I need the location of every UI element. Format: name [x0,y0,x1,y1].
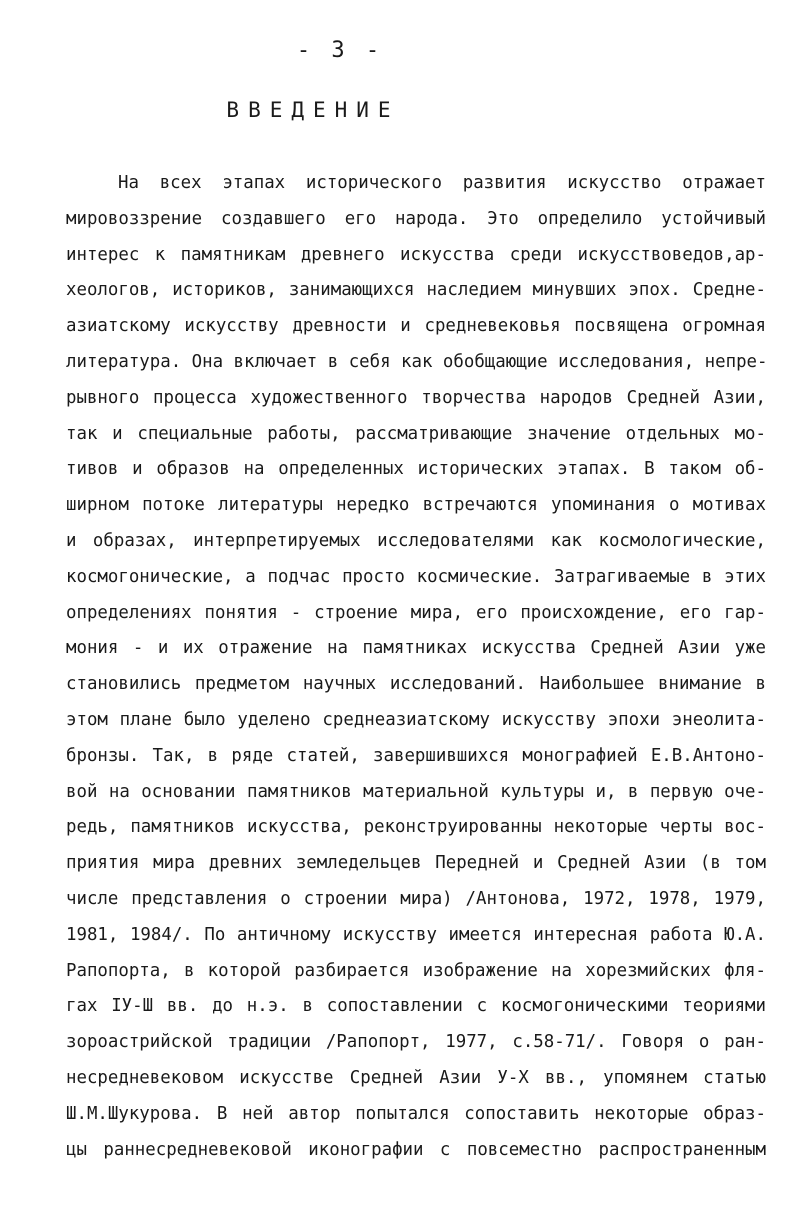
text-line: определениях понятия - строение мира, его происхождение, его гар- [66,602,766,623]
page-number: - 3 - [296,38,384,63]
text-line: становились предметом научных исследований. Наибольшее внимание в [66,674,766,695]
text-line: цы раннесредневековой иконографии с повсеместно распространенным [66,1139,766,1160]
text-line: хеологов, историков, занимающихся наследием минувших эпох. Средне- [66,280,766,301]
text-line: ширном потоке литературы нередко встречаются упоминания о мотивах [66,495,766,516]
text-line: мировоззрение создавшего его народа. Это определило устойчивый [66,208,766,229]
text-line: приятия мира древних земледельцев Передней и Средней Азии (в том [66,853,766,874]
text-line: Рапопорта, в которой разбирается изображение на хорезмийских фля- [66,960,766,981]
text-line: тивов и образов на определенных исторических этапах. В таком об- [66,459,766,480]
text-line: несредневековом искусстве Средней Азии У-Х вв., упомянем статью [66,1067,766,1088]
text-line: Ш.М.Шукурова. В ней автор попытался сопоставить некоторые образ- [66,1103,766,1124]
text-line: вой на основании памятников материальной культуры и, в первую оче- [66,781,766,802]
text-line: На всех этапах исторического развития искусство отражает [118,173,766,193]
text-line: так и специальные работы, рассматривающие значение отдельных мо- [66,423,766,444]
text-line: азиатскому искусству древности и средневековья посвящена огромная [66,316,766,337]
text-line: гах IУ-Ш вв. до н.э. в сопоставлении с космогоническими теориями [66,996,766,1017]
section-heading: ВВЕДЕНИЕ [226,98,400,122]
body-text [66,166,766,1168]
text-line: зороастрийской традиции /Рапопорт, 1977, с.58-71/. Говоря о ран- [66,1032,766,1053]
text-line: мония - и их отражение на памятниках искусства Средней Азии уже [66,638,766,659]
text-line: числе представления о строении мира) /Антонова, 1972, 1978, 1979, [66,888,766,909]
text-line: интерес к памятникам древнего искусства среди искусствоведов,ар- [66,244,766,265]
text-line: бронзы. Так, в ряде статей, завершившихся монографией Е.В.Антоно- [66,745,766,766]
text-line: и образах, интерпретируемых исследователями как космологические, [66,530,766,551]
text-line: 1981, 1984/. По античному искусству имеется интересная работа Ю.А. [66,924,766,945]
text-line: редь, памятников искусства, реконструированны некоторые черты вос- [66,817,766,838]
text-line: рывного процесса художественного творчества народов Средней Азии, [66,387,766,408]
text-line: этом плане было уделено среднеазиатскому искусству эпохи энеолита- [66,709,766,730]
text-line: литература. Она включает в себя как обобщающие исследования, непре- [66,351,768,372]
text-line: космогонические, а подчас просто космические. Затрагиваемые в этих [66,566,766,587]
